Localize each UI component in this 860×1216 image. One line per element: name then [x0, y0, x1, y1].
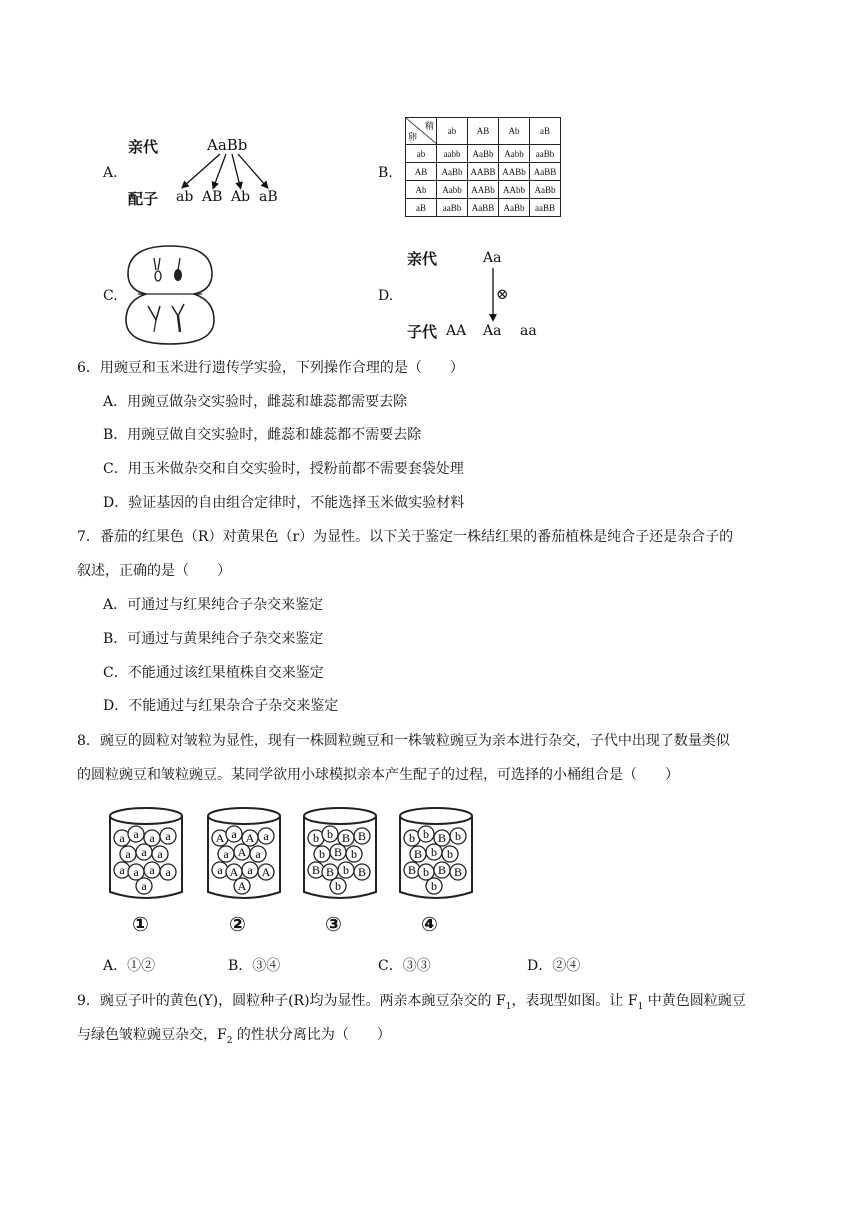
svg-text:A: A: [237, 845, 247, 859]
ball: [226, 826, 242, 842]
cell-division-diagram: [120, 240, 220, 348]
svg-text:B: B: [357, 829, 367, 843]
parent-genotype: AaBb: [207, 136, 248, 154]
ball: [354, 828, 370, 844]
svg-text:a: a: [217, 863, 223, 877]
cell: AaBb: [437, 163, 468, 181]
option-b-label: B.: [378, 165, 393, 181]
svg-text:b: b: [447, 847, 453, 861]
gamete-label: 配子: [128, 190, 159, 208]
parent-genotype: Aa: [483, 250, 502, 266]
ball: [450, 828, 466, 844]
question-stem-line-1: 9．豌豆子叶的黄色(Y)，圆粒种子(R)均为显性。两亲本豌豆杂交的 $F_1$，表现型如图。让 $F_1$ 中黄色圆粒豌豆: [77, 993, 746, 1012]
cell: AABb: [499, 163, 530, 181]
question-stem-line-2: 叙述，正确的是（ ）: [77, 563, 231, 579]
svg-text:a: a: [119, 863, 125, 877]
offspring-1: AA: [446, 323, 467, 339]
bucket-rim: [208, 808, 280, 824]
ball: [354, 864, 370, 880]
ball: [160, 864, 176, 880]
ball: [426, 878, 442, 894]
svg-text:a: a: [133, 827, 139, 841]
row-head: AB: [406, 163, 437, 181]
question-stem: 6．用豌豆和玉米进行遗传学实验，下列操作合理的是（ ）: [77, 360, 464, 376]
svg-text:b: b: [455, 829, 461, 843]
ball: [226, 864, 242, 880]
col-head: Ab: [499, 118, 530, 145]
svg-text:B: B: [311, 863, 321, 877]
ball: [410, 846, 426, 862]
col-head: ab: [437, 118, 468, 145]
ball: [418, 826, 434, 842]
bucket-rim: [400, 808, 472, 824]
parent-label: 亲代: [407, 250, 438, 268]
cell: AaBb: [530, 181, 561, 199]
svg-text:a: a: [149, 863, 155, 877]
svg-text:a: a: [141, 879, 147, 893]
option-c-label: C.: [103, 288, 118, 304]
offspring-2: Aa: [483, 323, 502, 339]
self-cross-symbol: ⊗: [496, 285, 509, 303]
svg-text:a: a: [247, 863, 253, 877]
svg-text:A: A: [245, 831, 255, 845]
option-a: A．可通过与红果纯合子杂交来鉴定: [103, 597, 324, 613]
svg-text:a: a: [231, 827, 237, 841]
ball: [242, 862, 258, 878]
svg-text:a: a: [141, 845, 147, 859]
svg-text:a: a: [119, 831, 125, 845]
svg-text:a: a: [255, 847, 261, 861]
cell: AaBB: [530, 163, 561, 181]
svg-text:a: a: [125, 847, 131, 861]
svg-text:b: b: [327, 827, 333, 841]
ball: [218, 846, 234, 862]
ball: [442, 846, 458, 862]
col-head: aB: [530, 118, 561, 145]
cell: AABb: [468, 181, 499, 199]
ball: [314, 846, 330, 862]
ball: [144, 862, 160, 878]
ball: [258, 828, 274, 844]
svg-text:a: a: [263, 829, 269, 843]
ball: [160, 828, 176, 844]
question-stem-line-2: 与绿色皱粒豌豆杂交，$F_2$ 的性状分离比为（ ）: [77, 1027, 391, 1046]
svg-text:b: b: [431, 845, 437, 859]
bucket-number-3: ③: [325, 912, 342, 936]
ball: [152, 846, 168, 862]
svg-text:B: B: [437, 863, 447, 877]
ball: [322, 864, 338, 880]
parent-label: 亲代: [128, 138, 159, 156]
svg-text:b: b: [431, 879, 437, 893]
col-head: AB: [468, 118, 499, 145]
cell: AaBb: [499, 199, 530, 217]
ball: [234, 844, 250, 860]
svg-text:B: B: [341, 831, 351, 845]
option-b: B．用豌豆做自交实验时，雌蕊和雄蕊都不需要去除: [103, 427, 422, 443]
svg-text:B: B: [357, 865, 367, 879]
ball: [330, 878, 346, 894]
bucket-4: [396, 804, 476, 904]
svg-text:b: b: [319, 847, 325, 861]
cell: AaBB: [468, 199, 499, 217]
option-a-label: A.: [103, 165, 118, 181]
option-c: C．用玉米做杂交和自交实验时，授粉前都不需要套袋处理: [103, 461, 464, 477]
ball: [120, 846, 136, 862]
ball: [346, 846, 362, 862]
option-d: D．②④: [527, 958, 581, 974]
bucket-number-4: ④: [421, 912, 438, 936]
svg-text:A: A: [261, 865, 271, 879]
option-c: C．③③: [378, 958, 431, 974]
gamete-arrows: [170, 150, 290, 190]
ball: [322, 826, 338, 842]
svg-text:b: b: [335, 879, 341, 893]
ball: [242, 830, 258, 846]
row-head: ab: [406, 145, 437, 163]
cell: AAbb: [499, 181, 530, 199]
svg-text:a: a: [165, 865, 171, 879]
bucket-2: [204, 804, 284, 904]
bucket-number-2: ②: [229, 912, 246, 936]
svg-text:a: a: [165, 829, 171, 843]
svg-text:a: a: [157, 847, 163, 861]
cell: AaBb: [468, 145, 499, 163]
option-a: A．①②: [103, 958, 156, 974]
cell: aaBb: [437, 199, 468, 217]
ball: [450, 864, 466, 880]
cell: aaBb: [530, 145, 561, 163]
cell: Aabb: [437, 181, 468, 199]
ball: [136, 878, 152, 894]
svg-text:B: B: [437, 831, 447, 845]
option-d: D．验证基因的自由组合定律时，不能选择玉米做实验材料: [103, 495, 465, 511]
svg-text:b: b: [351, 847, 357, 861]
offspring-label: 子代: [407, 323, 438, 341]
svg-text:b: b: [423, 865, 429, 879]
bucket-rim: [304, 808, 376, 824]
gamete-4: aB: [259, 189, 278, 205]
option-b: B．③④: [228, 958, 281, 974]
row-head: Ab: [406, 181, 437, 199]
ball: [144, 830, 160, 846]
bucket-number-1: ①: [132, 912, 149, 936]
option-a: A．用豌豆做杂交实验时，雌蕊和雄蕊都需要去除: [103, 394, 408, 410]
bucket-rim: [110, 808, 182, 824]
svg-text:A: A: [237, 879, 247, 893]
ball: [128, 864, 144, 880]
cell: Aabb: [499, 145, 530, 163]
svg-text:a: a: [133, 865, 139, 879]
svg-text:b: b: [313, 831, 319, 845]
bucket-figure: [106, 804, 486, 904]
bucket-1: [106, 804, 186, 904]
offspring-3: aa: [520, 323, 537, 339]
svg-text:B: B: [325, 865, 335, 879]
svg-text:b: b: [423, 827, 429, 841]
gamete-2: AB: [202, 189, 223, 205]
svg-text:A: A: [229, 865, 239, 879]
option-d: D．不能通过与红果杂合子杂交来鉴定: [103, 698, 339, 714]
bucket-3: [300, 804, 380, 904]
ball: [434, 830, 450, 846]
option-b: B．可通过与黄果纯合子杂交来鉴定: [103, 631, 324, 647]
ball: [234, 878, 250, 894]
svg-text:B: B: [413, 847, 423, 861]
gamete-1: ab: [176, 189, 194, 205]
ball: [128, 826, 144, 842]
ball: [258, 864, 274, 880]
cell: AABB: [468, 163, 499, 181]
svg-text:B: B: [407, 863, 417, 877]
svg-text:a: a: [149, 831, 155, 845]
ball: [330, 844, 346, 860]
corner-cell: 精 卵: [406, 118, 437, 145]
gamete-3: Ab: [231, 189, 251, 205]
ball: [338, 830, 354, 846]
question-stem-line-2: 的圆粒豌豆和皱粒豌豆。某同学欲用小球模拟亲本产生配子的过程，可选择的小桶组合是（ ）: [77, 767, 679, 783]
question-stem-line-1: 7．番茄的红果色（R）对黄果色（r）为显性。以下关于鉴定一株结红果的番茄植株是纯合子还是杂合子的: [77, 529, 734, 545]
question-stem-line-1: 8．豌豆的圆粒对皱粒为显性，现有一株圆粒豌豆和一株皱粒豌豆为亲本进行杂交，子代中出现了数量类似: [77, 733, 730, 749]
svg-text:B: B: [453, 865, 463, 879]
svg-text:B: B: [333, 845, 343, 859]
ball: [418, 864, 434, 880]
svg-text:a: a: [223, 847, 229, 861]
ball: [250, 846, 266, 862]
svg-text:A: A: [215, 831, 225, 845]
svg-text:b: b: [409, 831, 415, 845]
svg-text:b: b: [343, 863, 349, 877]
punnett-table: [405, 117, 561, 217]
option-d-label: D.: [378, 288, 394, 304]
ball: [426, 844, 442, 860]
ball: [338, 862, 354, 878]
ball: [136, 844, 152, 860]
row-head: aB: [406, 199, 437, 217]
ball: [434, 862, 450, 878]
option-c: C．不能通过该红果植株自交来鉴定: [103, 665, 324, 681]
cell: aaBB: [530, 199, 561, 217]
cell: aabb: [437, 145, 468, 163]
